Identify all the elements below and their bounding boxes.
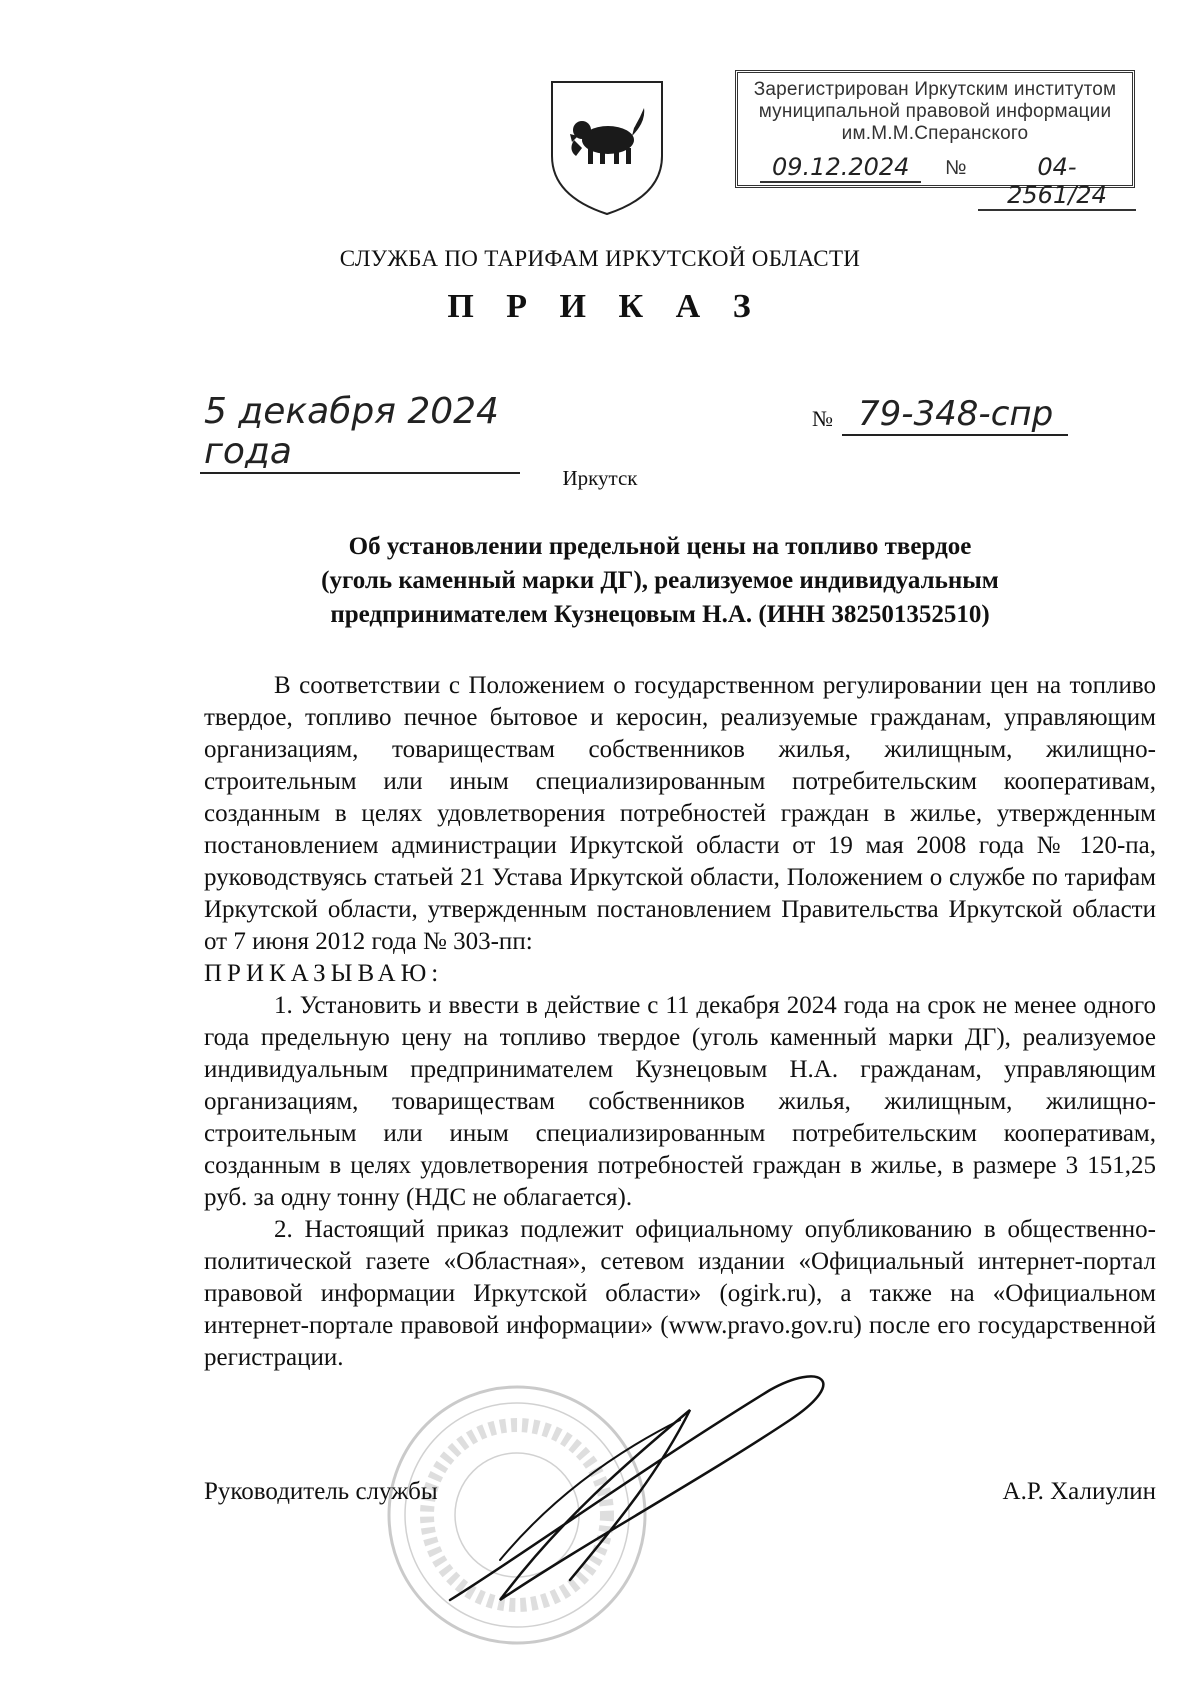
- order-subject: [270, 530, 1050, 632]
- signer-name: А.Р. Халиулин: [1002, 1478, 1156, 1505]
- signature-icon: [440, 1350, 860, 1630]
- registration-stamp-details: [750, 151, 1122, 209]
- signer-position: Руководитель службы: [204, 1478, 438, 1505]
- preamble-paragraph: В соответствии с Положением о государственном регулировании цен на топливо твердое, топливо печное бытовое и керосин, реализуемые гражданам, управляющим организациям, товариществам собственников жилья, жилищным, жилищно-строительным или иным специализированным потребительским кооперативам, созданным в целях удовлетворения потребностей граждан в жилье, утвержденным постановлением администрации Иркутской области от 19 мая 2008 года № 120-па, руководствуясь статьей 21 Устава Иркутской области, Положением о службе по тарифам Иркутской области, утвержденным постановлением Правительства Иркутской области от 7 июня 2012 года № 303-пп:: [204, 672, 1156, 955]
- order-item-2: 2. Настоящий приказ подлежит официальному опубликованию в общественно-политической газете «Областная», сетевом издании «Официальный интернет-портал правовой информации Иркутской области» (ogirk.ru), а также на «Официальном интернет-портале правовой информации» (www.pravo.gov.ru) после его государственной регистрации.: [204, 1216, 1156, 1371]
- registration-stamp-line: муниципальной правовой информации: [758, 101, 1112, 122]
- registration-stamp-line: Зарегистрирован Иркутским институтом: [753, 79, 1117, 100]
- document-title: П Р И К А З: [447, 288, 763, 325]
- order-item-1: 1. Установить и ввести в действие с 11 декабря 2024 года на срок не менее одного года предельную цену на топливо твердое (уголь каменный марки ДГ), реализуемое индивидуальным предпринимателем Кузнецовым Н.А. гражданам, управляющим организациям, товариществам собственников жилья, жилищным, жилищно-строительным или иным специализированным потребительским кооперативам, созданным в целях удовлетворения потребностей граждан в жилье, в размере 3 151,25 руб. за одну тонну (НДС не облагается).: [204, 992, 1156, 1211]
- registration-stamp-line: им.М.М.Сперанского: [841, 123, 1029, 144]
- registration-date: 09.12.2024: [760, 153, 921, 183]
- order-number-sign: №: [812, 406, 833, 431]
- agency-name: СЛУЖБА ПО ТАРИФАМ ИРКУТСКОЙ ОБЛАСТИ: [339, 246, 861, 271]
- order-number: 79-348-спр: [842, 394, 1068, 436]
- subject-line: предпринимателем Кузнецовым Н.А. (ИНН 382501352510): [330, 601, 990, 628]
- registration-stamp: [735, 70, 1135, 209]
- registration-number: 04-2561/24: [978, 153, 1136, 211]
- prikazyvayu-heading: ПРИКАЗЫВАЮ:: [204, 960, 444, 987]
- subject-line: Об установлении предельной цены на топливо твердое: [348, 533, 972, 560]
- registration-number-sign: №: [945, 157, 967, 179]
- subject-line: (уголь каменный марки ДГ), реализуемое индивидуальным: [321, 567, 999, 594]
- city: Иркутск: [562, 466, 638, 490]
- order-date: 5 декабря 2024 года: [200, 392, 520, 474]
- coat-of-arms-icon: [548, 78, 666, 218]
- order-body: [204, 670, 1156, 1374]
